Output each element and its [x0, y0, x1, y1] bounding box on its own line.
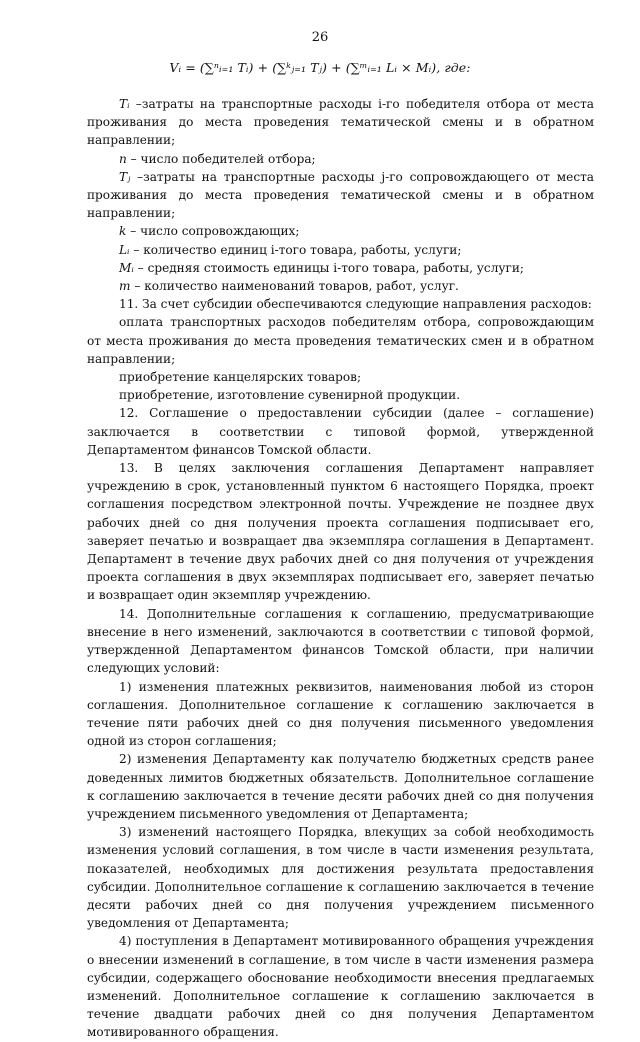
paragraph-11: 11. За счет субсидии обеспечиваются следующие направления расходов: — [119, 297, 592, 312]
definition-item — [87, 95, 594, 150]
definition-text: – количество наименований товаров, работ, услуг. — [130, 279, 459, 294]
condition-1: 1) изменения платежных реквизитов, наименования любой из сторон соглашения. Дополнительное соглашение к соглашению заключается в течение пяти рабочих дней со дня получения письменного уведомления одной из сторон соглашения; — [87, 679, 594, 749]
formula: Vᵢ = (∑ⁿᵢ₌₁ Tᵢ) + (∑ᵏⱼ₌₁ Tⱼ) + (∑ᵐᵢ₌₁ Lᵢ × Mᵢ), где: — [169, 60, 471, 75]
paragraph-14: 14. Дополнительные соглашения к соглашению, предусматривающие внесение в него изменений, заключаются в соответствии с типовой формой, утвержденной Департаментом финансов Томской области, при наличии следующих условий: — [87, 606, 594, 676]
paragraph-12: 12. Соглашение о предоставлении субсидии (далее – соглашение) заключается в соответствии с типовой формой, утвержденной Департаментом финансов Томской области. — [87, 406, 594, 457]
definition-symbol: Lᵢ — [119, 242, 130, 257]
document-body — [87, 95, 594, 1042]
condition-4: 4) поступления в Департамент мотивированного обращения учреждения о внесении изменений в соглашение, в том числе в части изменения размера субсидии, содержащего обоснование необходимости внесения предлагаемых изменений. Дополнительное соглашение к соглашению заключается в течение двадцати рабочих дней со дня получения Департаментом мотивированного обращения. — [87, 934, 594, 1040]
definition-symbol: m — [119, 279, 131, 294]
definition-text: – число сопровождающих; — [126, 224, 300, 239]
definition-item — [87, 259, 594, 277]
definition-symbol: k — [119, 224, 127, 239]
page-number: 26 — [311, 30, 329, 45]
definition-symbol: Tᵢ — [119, 97, 130, 111]
condition-3: 3) изменений настоящего Порядка, влекущих за собой необходимость изменения условий соглашения, в том числе в части изменения результата, показателей, необходимых для достижения результата предоставления субсидии. Дополнительное соглашение к соглашению заключается в течение десяти рабочих дней со дня получения учреждением письменного уведомления от Департамента; — [87, 825, 594, 931]
definition-text: – средняя стоимость единицы i-того товара, работы, услуги; — [133, 260, 524, 275]
definition-text: –затраты на транспортные расходы j-го сопровождающего от места проживания до места проведения тематической смены и в обратном направлении; — [87, 169, 594, 221]
list-item-transport: оплата транспортных расходов победителям отбора, сопровождающим от места проживания до места проведения тематических смен и в обратном направлении; — [87, 315, 594, 366]
definition-text: –затраты на транспортные расходы i-го победителя отбора от места проживания до места проведения тематической смены и в обратном направлении; — [87, 97, 594, 148]
paragraph-13: 13. В целях заключения соглашения Департамент направляет учреждению в срок, установленный пунктом 6 настоящего Порядка, проект соглашения посредством электронной почты. Учреждение не позднее двух рабочих дней со дня получения проекта соглашения подписывает его, заверяет печатью и возвращает два экземпляра соглашения в Департамент. Департамент в течение двух рабочих дней со дня получения от учреждения проекта соглашения в двух экземплярах подписывает его, заверяет печатью и возвращает один экземпляр учреждению. — [87, 461, 594, 603]
list-item-souvenirs: приобретение, изготовление сувенирной продукции. — [119, 388, 461, 403]
list-item-stationery: приобретение канцелярских товаров; — [119, 370, 362, 385]
definition-symbol: Tⱼ — [119, 169, 131, 184]
definition-item — [87, 222, 594, 240]
definition-symbol: Mᵢ — [119, 260, 134, 275]
definition-item — [87, 150, 594, 168]
definition-item — [87, 241, 594, 259]
condition-2: 2) изменения Департаменту как получателю бюджетных средств ранее доведенных лимитов бюджетных обязательств. Дополнительное соглашение к соглашению заключается в течение десяти рабочих дней со дня получения учреждением письменного уведомления от Департамента; — [87, 752, 594, 821]
definition-item — [87, 277, 594, 295]
definition-symbol: n — [119, 151, 127, 166]
definition-text: – число победителей отбора; — [126, 151, 316, 166]
definition-text: – количество единиц i-того товара, работы, услуги; — [129, 242, 462, 257]
definition-item — [87, 168, 594, 223]
